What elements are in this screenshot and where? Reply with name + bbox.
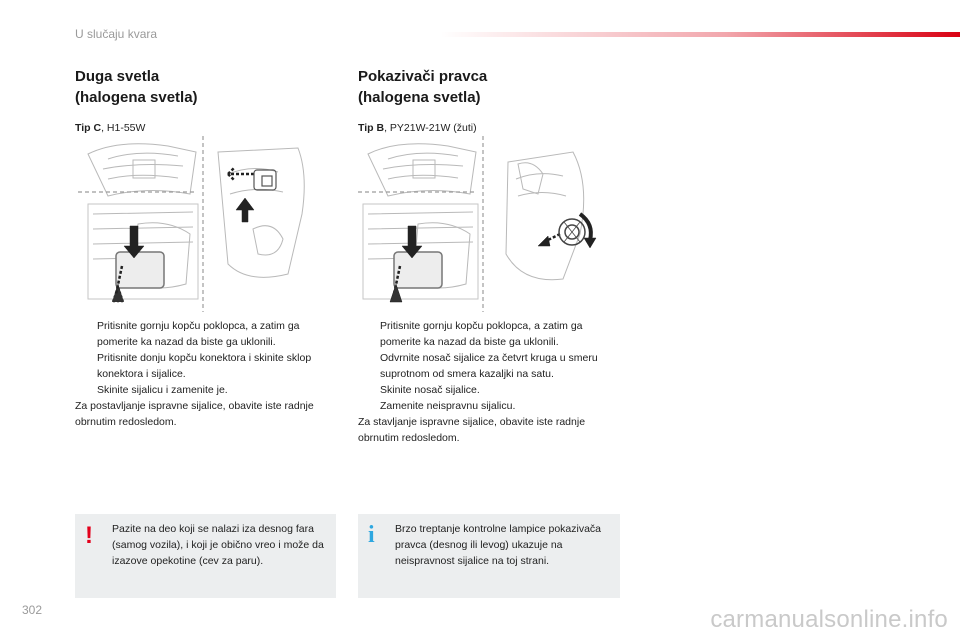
- step-text: Pritisnite donju kopču konektora i skinite sklop konektora i sijalice.: [97, 352, 312, 380]
- list-item: [358, 318, 620, 350]
- page-number: 302: [22, 603, 43, 617]
- exclamation-icon: !: [85, 522, 93, 549]
- step-text: Pritisnite gornju kopču poklopca, a zatim ga pomerite ka nazad da biste ga uklonili.: [97, 320, 300, 348]
- bulb-type-label: Tip C: [75, 122, 102, 134]
- chapter-accent-bar: [440, 32, 960, 37]
- reinstall-note: Za stavljanje ispravne sijalice, obavite iste radnje obrnutim redosledom.: [358, 416, 586, 444]
- title-line-2: (halogena svetla): [75, 89, 198, 106]
- info-text: Brzo treptanje kontrolne lampice pokazivača pravca (desnog ili levog) ukazuje na neispravnost sijalice na toj strani.: [395, 523, 602, 567]
- reinstall-note: Za postavljanje ispravne sijalice, obavite iste radnje obrnutim redosledom.: [75, 400, 314, 428]
- title-line-1: Duga svetla: [75, 68, 160, 85]
- warning-text: Pazite na deo koji se nalazi iza desnog fara (samog vozila), i koji je obično vreo i može da izazove opekotine (cev za paru).: [112, 523, 324, 567]
- title-line-2: (halogena svetla): [358, 89, 481, 106]
- bulb-type-high-beam: [75, 122, 345, 134]
- info-box: [358, 514, 620, 598]
- step-text: Odvrnite nosač sijalice za četvrt kruga u smeru suprotnom od smera kazaljki na satu.: [380, 352, 598, 380]
- watermark: carmanualsonline.info: [710, 606, 948, 633]
- list-item: [75, 382, 337, 398]
- step-text: Skinite nosač sijalice.: [380, 384, 480, 396]
- high-beam-illustration: [78, 134, 340, 314]
- section-high-beam: [75, 66, 345, 134]
- list-item: [358, 382, 620, 398]
- list-item: [358, 398, 620, 414]
- bulb-type-value: , PY21W-21W (žuti): [384, 122, 477, 134]
- bulb-type-turn-signal: [358, 122, 628, 134]
- steps-turn-signal: [358, 318, 620, 446]
- list-item: [75, 350, 337, 382]
- list-item: [75, 318, 337, 350]
- list-item: [358, 350, 620, 382]
- title-line-1: Pokazivači pravca: [358, 68, 488, 85]
- steps-high-beam: [75, 318, 337, 430]
- step-text: Zamenite neispravnu sijalicu.: [380, 400, 516, 412]
- section-title-high-beam: [75, 66, 345, 108]
- warning-box: [75, 514, 336, 598]
- info-icon: i: [368, 522, 375, 548]
- section-turn-signal: [358, 66, 628, 134]
- section-title-turn-signal: [358, 66, 628, 108]
- step-text: Skinite sijalicu i zamenite je.: [97, 384, 228, 396]
- bulb-type-label: Tip B: [358, 122, 385, 134]
- chapter-title: U slučaju kvara: [75, 27, 158, 41]
- bulb-type-value: , H1-55W: [101, 122, 146, 134]
- step-text: Pritisnite gornju kopču poklopca, a zatim ga pomerite ka nazad da biste ga uklonili.: [380, 320, 583, 348]
- turn-signal-illustration: [358, 134, 620, 314]
